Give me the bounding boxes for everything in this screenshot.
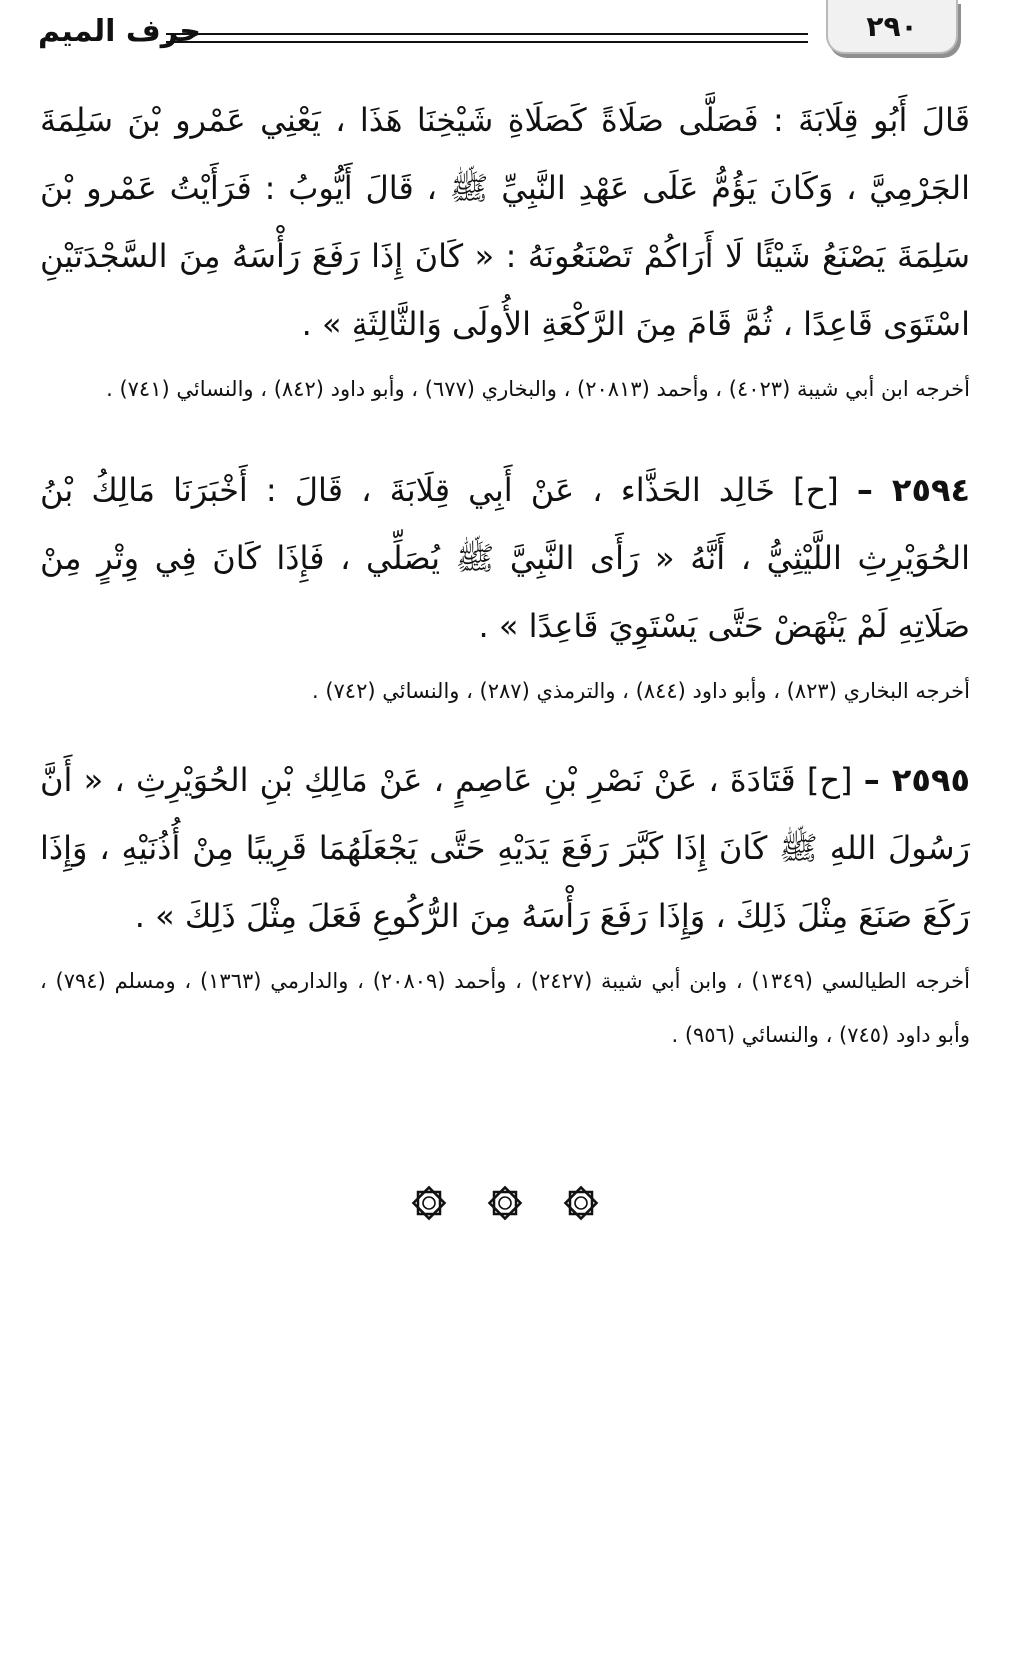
page-number: ٢٩٠ (826, 0, 958, 54)
header-divider (166, 33, 808, 43)
section-end-ornaments (0, 1183, 1010, 1223)
hadith-2594 (40, 456, 970, 718)
hadith-body: قَالَ أَبُو قِلَابَةَ : فَصَلَّى صَلَاةً كَصَلَاةِ شَيْخِنَا هَذَا ، يَعْنِي عَمْرو بْنَ سَلِمَةَ الجَرْمِيَّ ، وَكَانَ يَؤُمُّ عَلَى عَهْدِ النَّبِيِّ ﷺ ، قَالَ أَيُّوبُ : فَرَأَيْتُ عَمْرو بْنَ سَلِمَةَ يَصْنَعُ شَيْئًا لَا أَرَاكُمْ تَصْنَعُونَهُ : « كَانَ إِذَا رَفَعَ رَأْسَهُ مِنَ السَّجْدَتَيْنِ اسْتَوَى قَاعِدًا ، ثُمَّ قَامَ مِنَ الرَّكْعَةِ الأُولَى وَالثَّالِثَةِ » . (40, 101, 970, 343)
hadith-continuation (40, 86, 970, 416)
hadith-body: [ح] قَتَادَةَ ، عَنْ نَصْرِ بْنِ عَاصِمٍ ، عَنْ مَالِكِ بْنِ الحُوَيْرِثِ ، « أَنَّ رَسُولَ اللهِ ﷺ كَانَ إِذَا كَبَّرَ رَفَعَ يَدَيْهِ حَتَّى يَجْعَلَهُمَا قَرِيبًا مِنْ أُذُنَيْهِ ، وَإِذَا رَكَعَ صَنَعَ مِثْلَ ذَلِكَ ، وَإِذَا رَفَعَ رَأْسَهُ مِنَ الرُّكُوعِ فَعَلَ مِثْلَ ذَلِكَ » . (40, 761, 970, 935)
page-content (40, 86, 970, 1090)
hadith-body: [ح] خَالِد الحَذَّاء ، عَنْ أَبِي قِلَابَةَ ، قَالَ : أَخْبَرَنَا مَالِكُ بْنُ الحُوَيْرِثِ اللَّيْثِيُّ ، أَنَّهُ « رَأَى النَّبِيَّ ﷺ يُصَلِّي ، فَإِذَا كَانَ فِي وِتْرٍ مِنْ صَلَاتِهِ لَمْ يَنْهَضْ حَتَّى يَسْتَوِيَ قَاعِدًا » . (40, 471, 970, 645)
section-title: حرف الميم (38, 14, 202, 49)
hadith-text (40, 86, 970, 358)
takhrij-note: أخرجه الطيالسي (١٣٤٩) ، وابن أبي شيبة (٢٤٢٧) ، وأحمد (٢٠٨٠٩) ، والدارمي (١٣٦٣) ، ومسلم (٧٩٤) ، وأبو داود (٧٤٥) ، والنسائي (٩٥٦) . (40, 969, 970, 1047)
hadith-number: ٢٥٩٥ – (863, 761, 971, 799)
takhrij-note: أخرجه البخاري (٨٢٣) ، وأبو داود (٨٤٤) ، والترمذي (٢٨٧) ، والنسائي (٧٤٢) . (311, 679, 970, 703)
page-header (38, 0, 958, 60)
octagram-ornament-icon (485, 1183, 525, 1223)
hadith-2595 (40, 746, 970, 1062)
takhrij-note: أخرجه ابن أبي شيبة (٤٠٢٣) ، وأحمد (٢٠٨١٣) ، والبخاري (٦٧٧) ، وأبو داود (٨٤٢) ، والنسائي (٧٤١) . (106, 377, 970, 401)
hadith-text (40, 746, 970, 950)
octagram-ornament-icon (409, 1183, 449, 1223)
octagram-ornament-icon (561, 1183, 601, 1223)
hadith-number: ٢٥٩٤ – (856, 471, 971, 509)
hadith-text (40, 456, 970, 660)
